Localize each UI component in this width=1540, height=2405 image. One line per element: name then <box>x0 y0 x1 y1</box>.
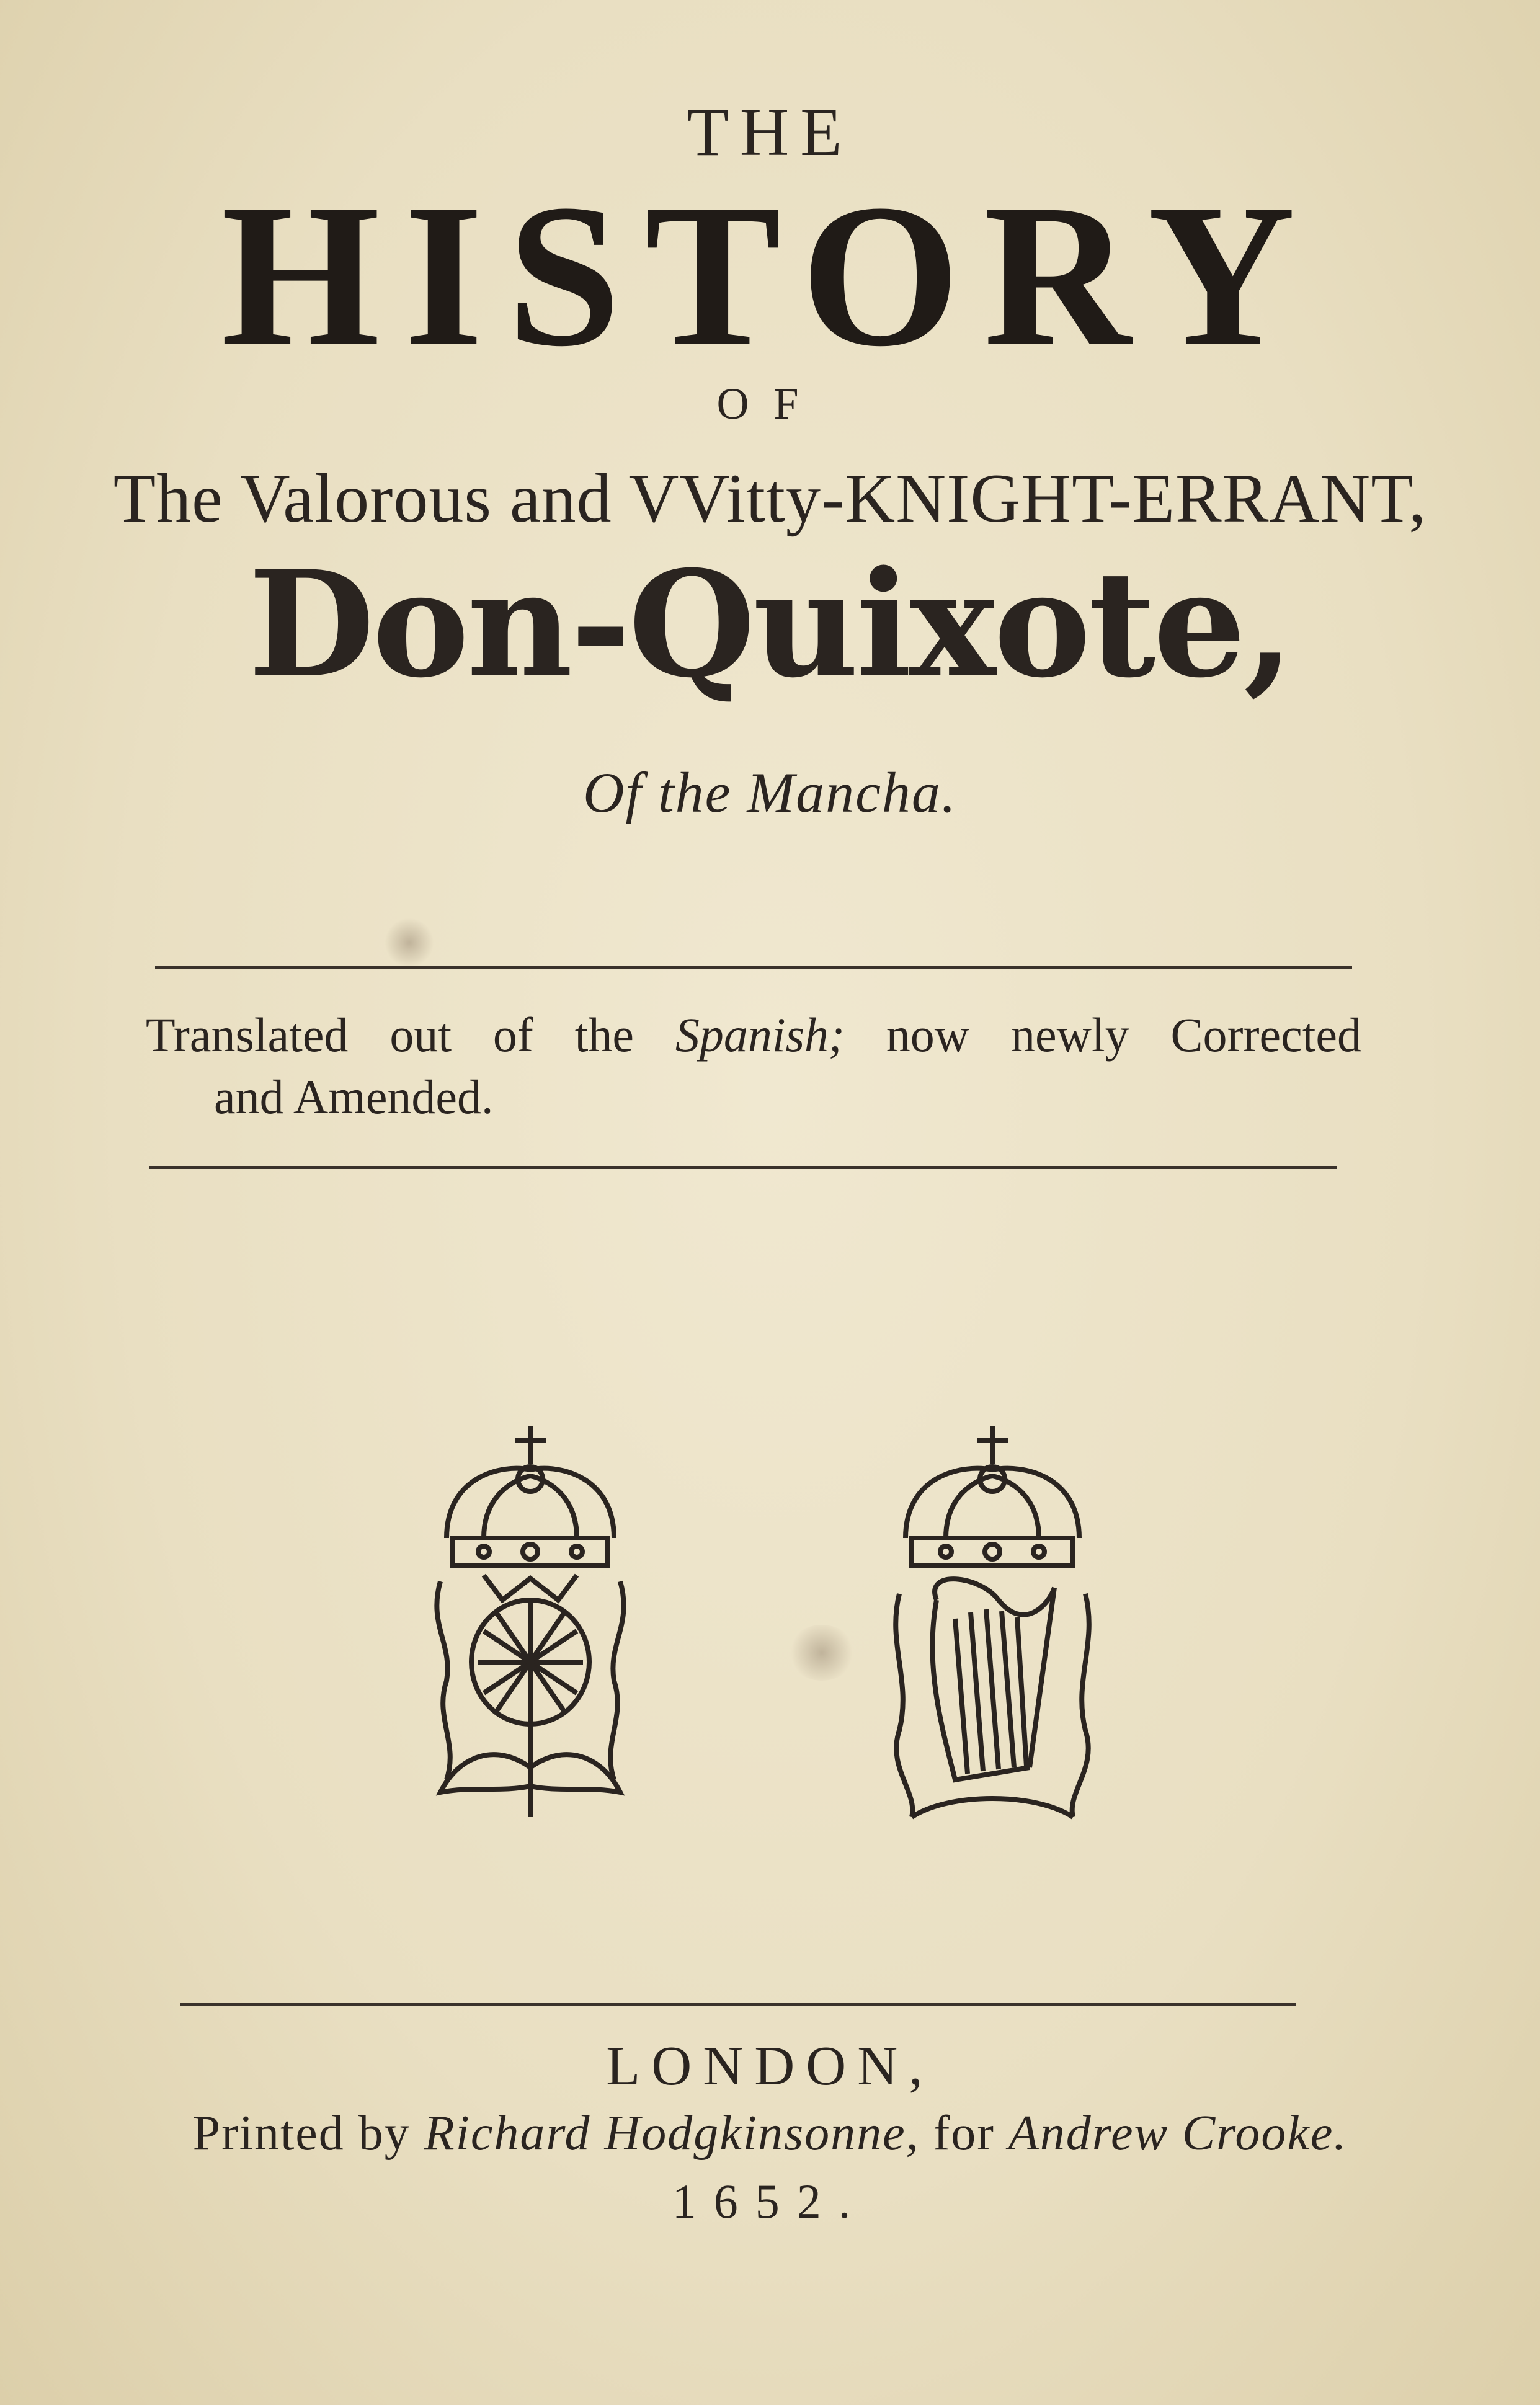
imprint-for: for <box>933 2106 995 2161</box>
translation-note-line1 <box>146 1005 1361 1065</box>
translation-part1: Translated out of the <box>146 1008 634 1062</box>
imprint-bookseller: Andrew Crooke. <box>1008 2106 1348 2161</box>
middle-rule <box>149 1166 1337 1169</box>
foxing-spot <box>788 1625 856 1681</box>
translation-language: Spanish; <box>675 1008 845 1062</box>
imprint-printed-by: Printed by <box>192 2106 411 2161</box>
title-place: Of the Mancha. <box>583 761 957 824</box>
imprint-printer-line <box>0 2105 1540 2162</box>
title-history: HISTORY <box>221 162 1319 389</box>
bottom-rule <box>180 2003 1296 2006</box>
translation-part2: now newly Corrected <box>886 1008 1362 1062</box>
thistle-crest-icon <box>428 1420 633 1823</box>
harp-crest-icon <box>887 1420 1098 1823</box>
imprint-city: LONDON, <box>606 2035 934 2097</box>
title-of: OF <box>716 379 824 429</box>
title-the: THE <box>687 94 853 170</box>
top-rule <box>155 966 1352 969</box>
title-name: Don-Quixote, <box>248 539 1292 710</box>
translation-note-line2: and Amended. <box>214 1070 494 1124</box>
imprint-year: 1652. <box>672 2174 868 2228</box>
title-subtitle: The Valorous and VVitty-KNIGHT-ERRANT, <box>113 460 1427 537</box>
imprint-printer: Richard Hodgkinsonne, <box>424 2106 920 2161</box>
foxing-spot <box>385 918 434 967</box>
